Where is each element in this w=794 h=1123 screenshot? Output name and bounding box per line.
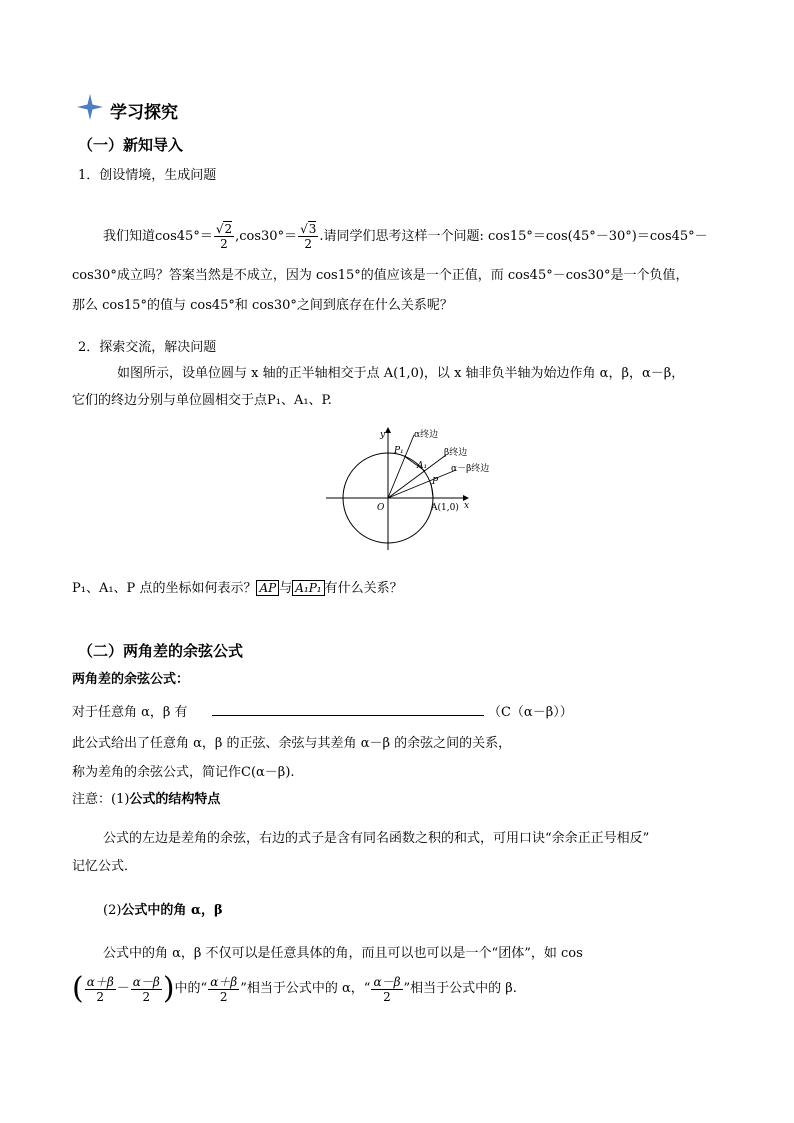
note-2-heading: 公式中的角 α，β <box>121 903 223 918</box>
right-paren: ) <box>162 971 175 1006</box>
f4-denominator: 2 <box>383 989 391 1004</box>
fraction-alpha-plus-beta-b <box>208 975 239 1004</box>
fraction-sqrt2-over-2: $\frac{√2}{2}$ <box>215 222 233 251</box>
section1-title: （一）新知导入 <box>78 136 184 154</box>
formula-text-a: 对于任意角 α，β 有 <box>72 705 188 720</box>
point-p-label: P <box>432 477 439 487</box>
x-axis-label: x <box>464 501 470 511</box>
p4-text-end: ”相当于公式中的 β. <box>403 981 517 996</box>
minus-sign: － <box>116 981 130 996</box>
question-text-b: 与 <box>279 581 293 596</box>
y-axis-label: y <box>380 430 386 440</box>
vector-a1p1: A₁P₁ <box>292 580 324 596</box>
p1-text-a: 我们知道cos45°＝ <box>103 228 213 244</box>
p4-text-mid2: ”相当于公式中的 α，“ <box>240 981 371 996</box>
alpha-terminal-label: α终边 <box>414 430 439 440</box>
paragraph-2-line-2: 它们的终边分别与单位圆相交于点P₁、A₁、P. <box>72 393 332 408</box>
formula-text-b: （C（α－β）） <box>487 705 573 720</box>
section2-subtitle: 两角差的余弦公式： <box>72 672 190 687</box>
fraction-alpha-minus-beta-b <box>371 975 402 1004</box>
point-a-label: A(1,0) <box>431 503 459 513</box>
formula-desc-2: 称为差角的余弦公式，简记作C(α－β). <box>72 765 295 780</box>
star-icon <box>76 93 104 121</box>
note-1-heading: 公式的结构特点 <box>129 792 221 807</box>
f4-numerator: α－β <box>373 974 401 989</box>
note-1-line <box>72 790 220 810</box>
question-text-a: P₁、A₁、P 点的坐标如何表示？ <box>72 581 257 596</box>
note-2-number: (2) <box>103 903 122 918</box>
f3-numerator: α＋β <box>210 974 238 989</box>
alpha-minus-beta-label: α－β终边 <box>451 464 490 474</box>
unit-circle-figure <box>318 420 498 555</box>
paragraph-3-line-2: 记忆公式． <box>72 859 138 874</box>
paragraph-2-line-1: 如图所示，设单位圆与 x 轴的正半轴相交于点 A(1,0)，以 x 轴非负半轴为始边作角 α，β，α－β， <box>117 366 685 381</box>
f2-denominator: 2 <box>142 989 151 1004</box>
denominator-2b: 2 <box>304 237 313 251</box>
formula-line <box>72 703 573 723</box>
sqrt3-radicand: 3 <box>308 222 317 236</box>
fraction-sqrt3-over-2: $\frac{√3}{2}$ <box>300 222 317 251</box>
f1-denominator: 2 <box>96 989 105 1004</box>
section-heading: 学习探究 <box>110 103 178 123</box>
p1-text-b: ,cos30°＝ <box>235 228 298 244</box>
paragraph-1-line-2: cos30°成立吗？答案当然是不成立，因为 cos15°的值应该是一个正值，而 cos45°－cos30°是一个负值， <box>72 268 689 283</box>
denominator-2a: 2 <box>220 237 228 251</box>
fraction-alpha-plus-beta-a <box>85 975 116 1004</box>
beta-terminal-label: β终边 <box>444 448 468 458</box>
formula-desc-1: 此公式给出了任意角 α，β 的正弦、余弦与其差角 α－β 的余弦之间的关系， <box>72 736 512 751</box>
f3-denominator: 2 <box>219 989 228 1004</box>
vector-ap: AP <box>256 580 279 596</box>
paragraph-3-line-1: 公式的左边是差角的余弦，右边的式子是含有同名函数之积的和式，可用口诀“余余正正号相反” <box>103 831 650 846</box>
paragraph-1-line-1 <box>103 222 708 251</box>
sqrt2-radicand: 2 <box>224 222 233 236</box>
section2-title: （二）两角差的余弦公式 <box>78 642 244 660</box>
formula-blank[interactable] <box>212 703 484 716</box>
question-line <box>72 579 403 599</box>
step1-text: 1．创设情境，生成问题 <box>78 168 217 183</box>
point-p1-label: P₁ <box>394 446 404 456</box>
note-2-line <box>103 901 223 921</box>
step2-text: 2．探索交流，解决问题 <box>78 340 217 355</box>
note-label: 注意：(1) <box>72 792 130 807</box>
paragraph-4-line-1: 公式中的角 α，β 不仅可以是任意具体的角，而且可以也可以是一个“团体”，如 cos <box>103 946 583 961</box>
point-a1-label: A₁ <box>417 461 428 471</box>
fraction-alpha-minus-beta-a <box>131 975 162 1004</box>
paragraph-1-line-3: 那么 cos15°的值与 cos45°和 cos30°之间到底存在什么关系呢？ <box>72 298 453 313</box>
f2-numerator: α－β <box>132 974 160 989</box>
p4-text-mid: 中的“ <box>174 981 208 996</box>
origin-label: O <box>377 503 385 513</box>
question-text-c: 有什么关系？ <box>324 581 403 596</box>
left-paren: ( <box>72 971 84 1006</box>
p1-text-c: .请同学们思考这样一个问题: cos15°＝cos(45°－30°)＝cos45°－ <box>319 228 708 244</box>
f1-numerator: α＋β <box>86 974 114 989</box>
paragraph-4-line-2 <box>72 971 517 1006</box>
